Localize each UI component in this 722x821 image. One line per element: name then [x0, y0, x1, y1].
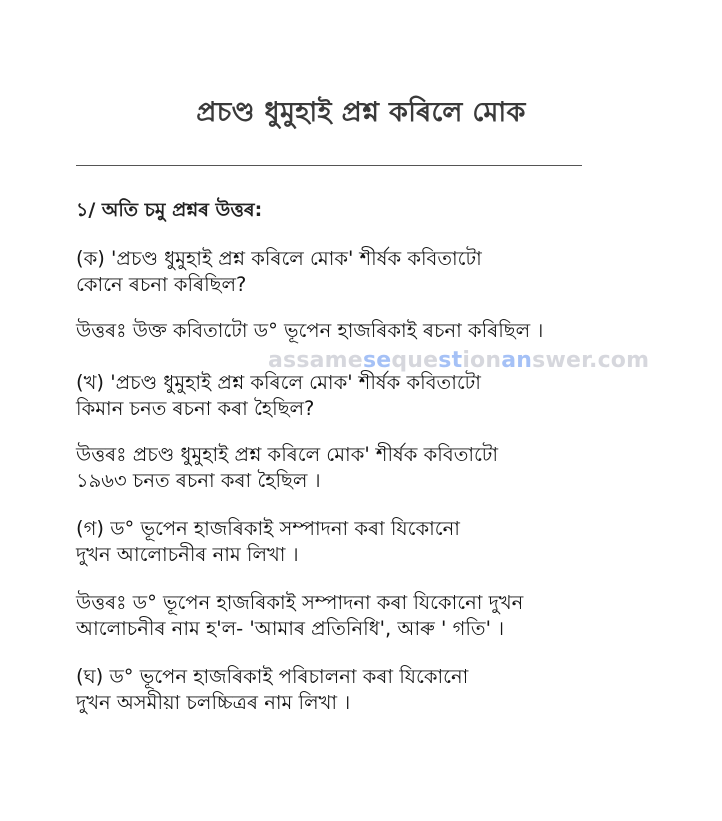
section-heading: ১/ অতি চমু প্ৰশ্নৰ উত্তৰ: — [76, 199, 263, 221]
question-3 — [76, 516, 676, 568]
answer-line: ১৯৬৩ চনত ৰচনা কৰা হৈছিল । — [76, 469, 321, 492]
answer-line: উত্তৰঃ ড° ভূপেন হাজৰিকাই সম্পাদনা কৰা যিকোনো দুখন — [76, 591, 524, 614]
answer-3 — [76, 590, 676, 642]
question-line: দুখন আলোচনীৰ নাম লিখা । — [76, 543, 299, 566]
answer-line: উত্তৰঃ উক্ত কবিতাটো ড° ভূপেন হাজৰিকাই ৰচনা কৰিছিল । — [76, 319, 544, 342]
answer-2 — [76, 442, 676, 494]
question-4 — [76, 664, 676, 716]
question-line: (গ) ড° ভূপেন হাজৰিকাই সম্পাদনা কৰা যিকোনো — [76, 517, 460, 540]
question-line: কিমান চনত ৰচনা কৰা হৈছিল? — [76, 397, 315, 420]
question-2 — [76, 370, 676, 422]
question-line: (ক) 'প্ৰচণ্ড ধুমুহাই প্ৰশ্ন কৰিলে মোক' শীৰ্ষক কবিতাটো — [76, 247, 482, 270]
watermark-text: assamesequestionanswer.com — [268, 348, 650, 373]
divider — [76, 165, 582, 166]
question-line: (ঘ) ড° ভূপেন হাজৰিকাই পৰিচালনা কৰা যিকোনো — [76, 665, 469, 688]
question-1 — [76, 246, 676, 298]
page-title: প্ৰচণ্ড ধুমুহাই প্ৰশ্ন কৰিলে মোক — [196, 97, 526, 128]
question-line: কোনে ৰচনা কৰিছিল? — [76, 273, 247, 296]
answer-line: উত্তৰঃ প্ৰচণ্ড ধুমুহাই প্ৰশ্ন কৰিলে মোক' শীৰ্ষক কবিতাটো — [76, 443, 499, 466]
answer-1 — [76, 318, 676, 344]
answer-line: আলোচনীৰ নাম হ'ল- 'আমাৰ প্ৰতিনিধি', আৰু ' গতি' । — [76, 617, 505, 640]
question-line: দুখন অসমীয়া চলচ্চিত্ৰৰ নাম লিখা । — [76, 691, 351, 714]
question-line: (খ) 'প্ৰচণ্ড ধুমুহাই প্ৰশ্ন কৰিলে মোক' শীৰ্ষক কবিতাটো — [76, 371, 481, 394]
